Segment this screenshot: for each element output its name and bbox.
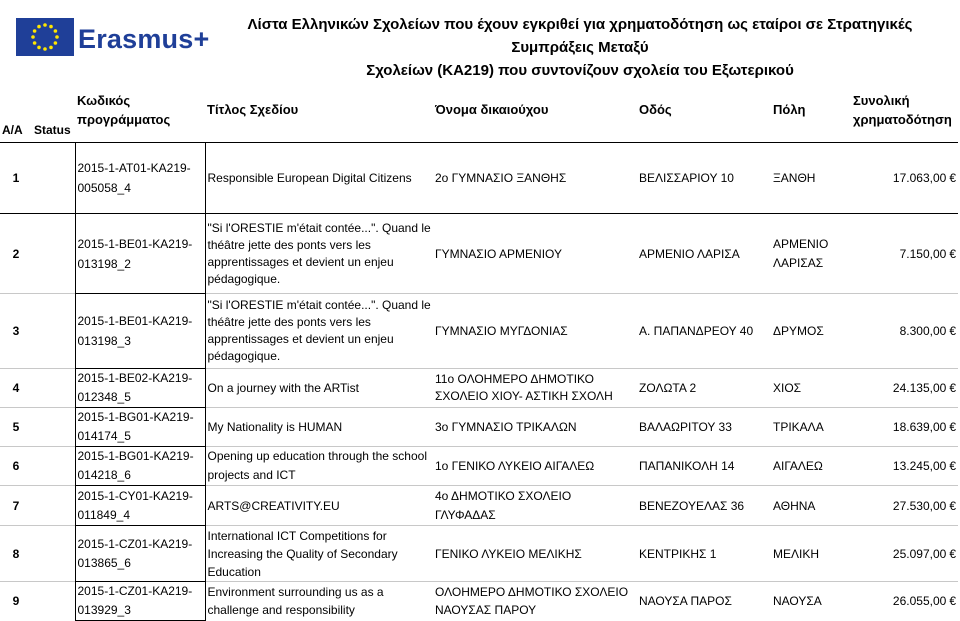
- row-street: ΑΡΜΕΝΙΟ ΛΑΡΙΣΑ: [637, 214, 771, 294]
- row-status: [32, 447, 75, 486]
- table-row: [0, 486, 958, 526]
- row-title: Environment surrounding us as a challenge and responsibility: [205, 582, 433, 621]
- row-amount: [851, 486, 958, 526]
- row-street: ΠΑΠΑΝΙΚΟΛΗ 14: [637, 447, 771, 486]
- amount-value: 17.063,00: [892, 171, 947, 185]
- row-beneficiary: ΓΥΜΝΑΣΙΟ ΜΥΓΔΟΝΙΑΣ: [433, 294, 637, 369]
- logo-text: Erasmus+: [78, 24, 210, 54]
- col-beneficiary: Όνομα δικαιούχου: [435, 102, 549, 117]
- row-title: Opening up education through the school projects and ICT: [205, 447, 433, 486]
- page-title: [205, 13, 955, 82]
- row-street: ΒΕΛΙΣΣΑΡΙΟΥ 10: [637, 143, 771, 214]
- table-header-row: [0, 78, 958, 143]
- row-code: 2015-1-BE01-KA219-013198_2: [75, 214, 205, 294]
- table-row: [0, 408, 958, 447]
- row-status: [32, 408, 75, 447]
- row-code: 2015-1-BE02-KA219-012348_5: [75, 369, 205, 408]
- erasmus-logo: [16, 18, 210, 62]
- euro-symbol: €: [949, 324, 956, 338]
- row-number: 6: [0, 447, 32, 486]
- row-amount: [851, 582, 958, 621]
- row-status: [32, 486, 75, 526]
- row-status: [32, 214, 75, 294]
- row-title: ARTS@CREATIVITY.EU: [205, 486, 433, 526]
- row-status: [32, 369, 75, 408]
- euro-symbol: €: [949, 546, 956, 561]
- table-row: [0, 447, 958, 486]
- row-title: My Nationality is HUMAN: [205, 408, 433, 447]
- table-row: [0, 214, 958, 294]
- row-status: [32, 294, 75, 369]
- row-title: "Si l'ORESTIE m'était contée...". Quand le théâtre jette des ponts vers les apprentissages et devient un enjeu pédagogique.: [205, 294, 433, 369]
- row-city: ΑΡΜΕΝΙΟ ΛΑΡΙΣΑΣ: [771, 214, 851, 294]
- document-header: [0, 0, 960, 78]
- row-number: 7: [0, 486, 32, 526]
- row-title: "Si l'ORESTIE m'était contée...". Quand le théâtre jette des ponts vers les apprentissages et devient un enjeu pédagogique.: [205, 214, 433, 294]
- row-city: ΧΙΟΣ: [771, 369, 851, 408]
- col-code: Κωδικός προγράμματος: [77, 93, 171, 127]
- row-number: 8: [0, 526, 32, 582]
- row-amount: [851, 294, 958, 369]
- amount-value: 7.150,00: [899, 246, 947, 261]
- row-code: 2015-1-AT01-KA219-005058_4: [75, 143, 205, 214]
- euro-symbol: €: [949, 459, 956, 473]
- row-amount: [851, 214, 958, 294]
- eu-flag-icon: [16, 18, 74, 56]
- row-amount: [851, 369, 958, 408]
- row-city: ΞΑΝΘΗ: [771, 143, 851, 214]
- amount-value: 8.300,00: [899, 324, 947, 338]
- row-title: International ICT Competitions for Increasing the Quality of Secondary Education: [205, 526, 433, 582]
- row-code: 2015-1-CY01-KA219-011849_4: [75, 486, 205, 526]
- row-title: On a journey with the ARTist: [205, 369, 433, 408]
- col-title: Τίτλος Σχεδίου: [207, 102, 299, 117]
- row-amount: [851, 408, 958, 447]
- amount-value: 13.245,00: [892, 459, 947, 473]
- row-number: 2: [0, 214, 32, 294]
- row-number: 4: [0, 369, 32, 408]
- row-beneficiary: 4ο ΔΗΜΟΤΙΚΟ ΣΧΟΛΕΙΟ ΓΛΥΦΑΔΑΣ: [433, 486, 637, 526]
- row-amount: [851, 143, 958, 214]
- row-city: ΑΘΗΝΑ: [771, 486, 851, 526]
- table-row: [0, 294, 958, 369]
- row-city: ΝΑΟΥΣΑ: [771, 582, 851, 621]
- table-row: [0, 143, 958, 214]
- row-city: ΤΡΙΚΑΛΑ: [771, 408, 851, 447]
- row-beneficiary: 11ο ΟΛΟΗΜΕΡΟ ΔΗΜΟΤΙΚΟ ΣΧΟΛΕΙΟ ΧΙΟΥ- ΑΣΤΙΚΗ ΣΧΟΛΗ: [433, 369, 637, 408]
- row-city: ΔΡΥΜΟΣ: [771, 294, 851, 369]
- row-amount: [851, 526, 958, 582]
- row-status: [32, 582, 75, 621]
- row-street: Α. ΠΑΠΑΝΔΡΕΟΥ 40: [637, 294, 771, 369]
- col-city: Πόλη: [773, 102, 806, 117]
- title-line-1: Λίστα Ελληνικών Σχολείων που έχουν εγκριθεί για χρηματοδότηση ως εταίροι σε Στρατηγικές Συμπράξεις Μεταξύ: [247, 16, 913, 56]
- row-status: [32, 143, 75, 214]
- euro-symbol: €: [949, 498, 956, 513]
- row-amount: [851, 447, 958, 486]
- table-row: [0, 369, 958, 408]
- row-code: 2015-1-BG01-KA219-014174_5: [75, 408, 205, 447]
- row-beneficiary: 2ο ΓΥΜΝΑΣΙΟ ΞΑΝΘΗΣ: [433, 143, 637, 214]
- col-total: Συνολική χρηματοδότηση: [853, 93, 952, 127]
- row-title: Responsible European Digital Citizens: [205, 143, 433, 214]
- col-aa: Α/Α: [2, 123, 23, 137]
- amount-value: 25.097,00: [892, 546, 947, 561]
- row-street: ΝΑΟΥΣΑ ΠΑΡΟΣ: [637, 582, 771, 621]
- row-street: ΒΕΝΕΖΟΥΕΛΑΣ 36: [637, 486, 771, 526]
- row-code: 2015-1-BG01-KA219-014218_6: [75, 447, 205, 486]
- row-beneficiary: ΓΕΝΙΚΟ ΛΥΚΕΙΟ ΜΕΛΙΚΗΣ: [433, 526, 637, 582]
- title-line-2: Σχολείων (ΚΑ219) που συντονίζουν σχολεία του Εξωτερικού: [366, 62, 794, 79]
- row-number: 3: [0, 294, 32, 369]
- col-street: Οδός: [639, 102, 672, 117]
- row-beneficiary: 1ο ΓΕΝΙΚΟ ΛΥΚΕΙΟ ΑΙΓΑΛΕΩ: [433, 447, 637, 486]
- row-street: ΒΑΛΑΩΡΙΤΟΥ 33: [637, 408, 771, 447]
- amount-value: 26.055,00: [892, 594, 947, 609]
- row-street: ΚΕΝΤΡΙΚΗΣ 1: [637, 526, 771, 582]
- row-number: 5: [0, 408, 32, 447]
- euro-symbol: €: [949, 246, 956, 261]
- row-code: 2015-1-CZ01-KA219-013929_3: [75, 582, 205, 621]
- row-city: ΜΕΛΙΚΗ: [771, 526, 851, 582]
- euro-symbol: €: [949, 594, 956, 609]
- table-row: [0, 582, 958, 621]
- schools-table: [0, 78, 958, 621]
- amount-value: 27.530,00: [892, 498, 947, 513]
- col-status: Status: [34, 123, 71, 137]
- euro-symbol: €: [949, 171, 956, 185]
- euro-symbol: €: [949, 420, 956, 434]
- row-beneficiary: 3ο ΓΥΜΝΑΣΙΟ ΤΡΙΚΑΛΩΝ: [433, 408, 637, 447]
- row-number: 1: [0, 143, 32, 214]
- row-street: ΖΟΛΩΤΑ 2: [637, 369, 771, 408]
- row-number: 9: [0, 582, 32, 621]
- row-status: [32, 526, 75, 582]
- amount-value: 18.639,00: [892, 420, 947, 434]
- row-city: ΑΙΓΑΛΕΩ: [771, 447, 851, 486]
- row-code: 2015-1-BE01-KA219-013198_3: [75, 294, 205, 369]
- amount-value: 24.135,00: [892, 381, 947, 395]
- row-beneficiary: ΟΛΟΗΜΕΡΟ ΔΗΜΟΤΙΚΟ ΣΧΟΛΕΙΟ ΝΑΟΥΣΑΣ ΠΑΡΟΥ: [433, 582, 637, 621]
- euro-symbol: €: [949, 381, 956, 395]
- row-beneficiary: ΓΥΜΝΑΣΙΟ ΑΡΜΕΝΙΟΥ: [433, 214, 637, 294]
- table-row: [0, 526, 958, 582]
- row-code: 2015-1-CZ01-KA219-013865_6: [75, 526, 205, 582]
